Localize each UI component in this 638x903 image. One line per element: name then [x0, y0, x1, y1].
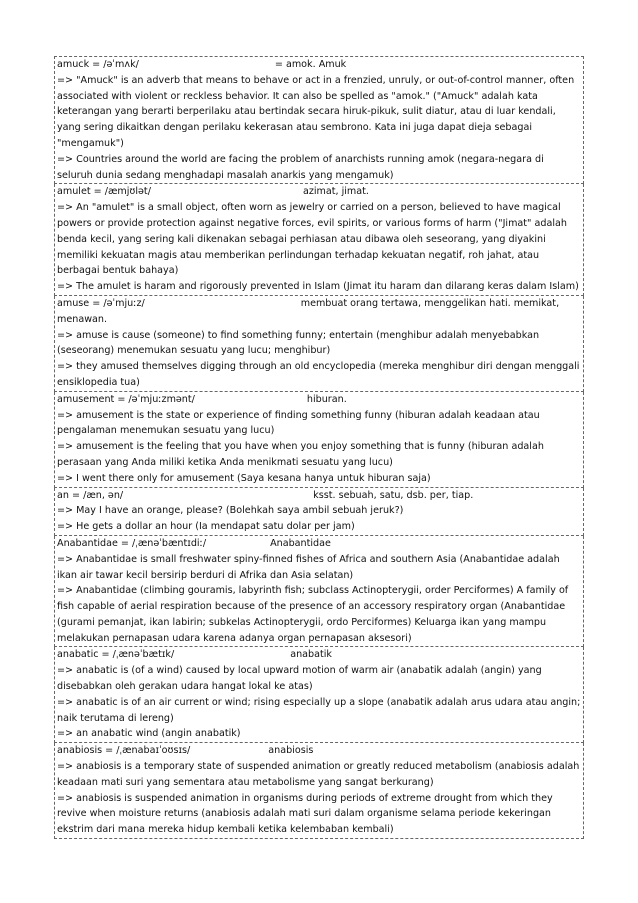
- entry-headline: [57, 743, 581, 759]
- entry-line: => The amulet is haram and rigorously prevented in Islam (Jimat itu haram dan dilarang keras dalam Islam): [57, 281, 579, 293]
- entry-headline: [57, 488, 581, 504]
- entry-line: => May I have an orange, please? (Bolehkah saya ambil sebuah jeruk?): [57, 505, 404, 517]
- entry-amuse: [54, 296, 584, 392]
- entry-term: amuse = /əˈmjuːz/: [57, 297, 145, 309]
- entry-gloss: azimat, jimat.: [302, 186, 369, 198]
- entry-gloss: anabatik: [290, 649, 332, 661]
- entry-gloss: anabiosis: [268, 745, 314, 757]
- entry-line: => an anabatic wind (angin anabatik): [57, 728, 241, 740]
- entry-line: => anabatic is of an air current or wind; rising especially up a slope (anabatik adalah arus udara atau angin; naik terutama di lereng): [57, 696, 581, 724]
- entry-headline: [57, 296, 581, 328]
- entry-headline: [57, 184, 581, 200]
- entry-headline: [57, 57, 581, 73]
- entry-line: => amusement is the state or experience of finding something funny (hiburan adalah keadaan atau pengalaman menemukan sesuatu yang lucu): [57, 409, 540, 437]
- entry-term: amusement = /əˈmjuːzmənt/: [57, 393, 195, 405]
- entry-anabatic: [54, 647, 584, 743]
- entry-line: => anabatic is (of a wind) caused by local upward motion of warm air (anabatik adalah (angin) yang disebabkan oleh gerakan udara hangat lokal ke atas): [57, 665, 542, 693]
- entry-term: amuck = /əˈmʌk/: [57, 59, 139, 70]
- entry-line: => amusement is the feeling that you have when you enjoy something that is funny (hiburan adalah perasaan yang Anda miliki ketika Anda menikmati sesuatu yang lucu): [57, 441, 544, 468]
- entry-term: anabatic = /ˌænəˈbætɪk/: [57, 649, 175, 661]
- entry-line: => they amused themselves digging through an old encyclopedia (mereka menghibur diri dengan menggali ensiklopedia tua): [57, 361, 580, 388]
- entry-line: => anabiosis is suspended animation in organisms during periods of extreme drought from which they revive when moisture returns (anabiosis adalah mati suri dalam organisme selama periode kekeringan ekstrim dari mana mereka hidup kembali ketika kelembaban kembali): [57, 792, 553, 836]
- entry-term: amulet = /æmjʊlət/: [57, 186, 151, 198]
- entry-amulet: [54, 184, 584, 296]
- glossary-document: [54, 56, 584, 839]
- entry-amuck: [54, 56, 584, 184]
- entry-an: [54, 488, 584, 536]
- entry-term: anabiosis = /ˌænabaɪˈoʊsɪs/: [57, 745, 191, 757]
- entry-line: => anabiosis is a temporary state of suspended animation or greatly reduced metabolism (anabiosis adalah keadaan mati suri yang sementara atau metabolisme yang sangat berkurang): [57, 761, 580, 788]
- entry-line: => Anabantidae (climbing gouramis, labyrinth fish; subclass Actinopterygii, order Perciformes) A family of fish capable of aerial respiration because of the presence of an accessory respiratory organ (Anabantidae (gurami pemanjat, ikan labirin; subkelas Actinopterygii, ordo Perciformes) Keluarga ikan yang mampu melakukan pernapasan udara karena adanya organ pernapasan aksesori): [57, 585, 569, 644]
- entry-line: => I went there only for amusement (Saya kesana hanya untuk hiburan saja): [57, 472, 431, 484]
- entry-line: => Countries around the world are facing the problem of anarchists running amok (negara-negara di seluruh dunia sedang menghadapi masalah anarkis yang mengamuk): [57, 153, 544, 181]
- entry-amusement: [54, 392, 584, 488]
- entry-gloss: membuat orang tertawa, menggelikan hati. memikat, menawan.: [57, 297, 560, 325]
- entry-headline: [57, 647, 581, 663]
- entry-gloss: Anabantidae: [270, 537, 331, 549]
- entry-term: Anabantidae = /ˌænəˈbæntɪdiː/: [57, 537, 207, 549]
- entry-headline: [57, 536, 581, 552]
- entry-line: => An "amulet" is a small object, often worn as jewelry or carried on a person, believed to have magical powers or provide protection against negative forces, evil spirits, or various forms of harm ("Jimat" adalah benda kecil, yang sering kali dikenakan sebagai perhiasan atau dibawa oleh seseorang, yang diyakini memiliki kekuatan magis atau memberikan perlindungan terhadap kekuatan negatif, roh jahat, atau berbagai bentuk bahaya): [57, 202, 567, 277]
- entry-gloss: = amok. Amuk: [274, 59, 347, 70]
- entry-line: => Anabantidae is small freshwater spiny-finned fishes of Africa and southern Asia (Anabantidae adalah ikan air tawar kecil bersirip berduri di Afrika dan Asia selatan): [57, 553, 560, 581]
- entry-gloss: hiburan.: [306, 393, 347, 405]
- entry-line: => He gets a dollar an hour (Ia mendapat satu dolar per jam): [57, 521, 355, 533]
- entry-gloss: ksst. sebuah, satu, dsb. per, tiap.: [313, 489, 474, 501]
- entry-anabiosis: [54, 743, 584, 839]
- entry-term: an = /æn, ən/: [57, 489, 124, 501]
- entry-line: => amuse is cause (someone) to find something funny; entertain (menghibur adalah menyebabkan (seseorang) menemukan sesuatu yang lucu; menghibur): [57, 329, 540, 357]
- entry-headline: [57, 392, 581, 408]
- entry-line: => "Amuck" is an adverb that means to behave or act in a frenzied, unruly, or out-of-control manner, often associated with violent or reckless behavior. It can also be spelled as "amok." ("Amuck" adalah kata keterangan yang berarti berperilaku atau bertindak secara hiruk-pikuk, sulit diatur, atau di luar kendali, yang sering dikaitkan dengan perilaku kekerasan atau sembrono. Kata ini juga dapat dieja sebagai "mengamuk"): [57, 74, 575, 149]
- entry-anabantidae: [54, 536, 584, 648]
